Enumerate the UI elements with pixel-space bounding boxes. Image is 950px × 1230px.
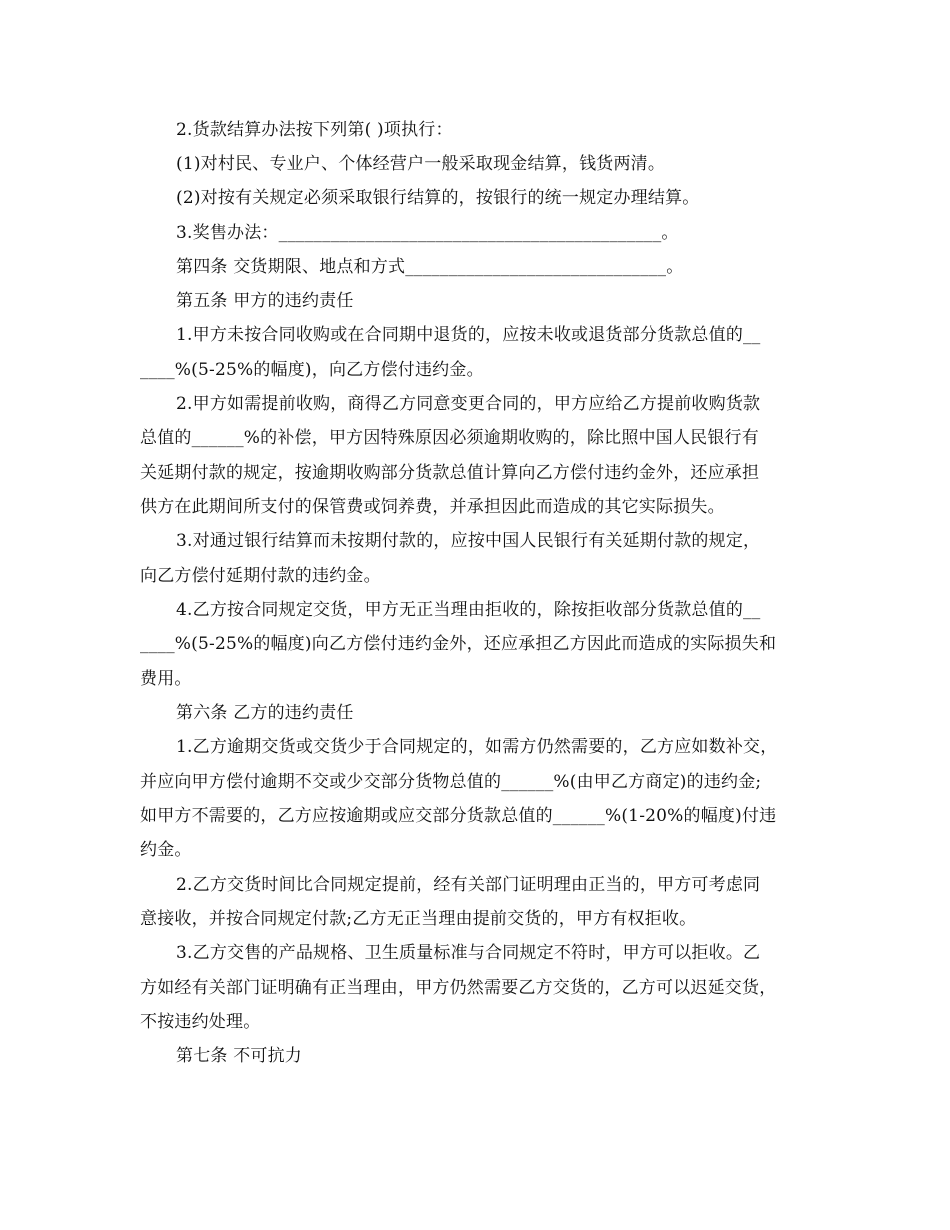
- text-line: 约金。: [140, 840, 192, 860]
- text-line: 方如经有关部门证明确有正当理由，甲方仍然需要乙方交货的，乙方可以迟延交货，: [140, 978, 777, 998]
- text-line: 费用。: [140, 669, 192, 689]
- text-line: 4.乙方按合同规定交货，甲方无正当理由拒收的，除按拒收部分货款总值的__: [176, 600, 761, 620]
- text-line: 2.货款结算办法按下列第( )项执行：: [176, 120, 453, 140]
- text-line: 3.对通过银行结算而未按期付款的，应按中国人民银行有关延期付款的规定，: [176, 531, 761, 551]
- text-line: 关延期付款的规定，按逾期收购部分货款总值计算向乙方偿付违约金外，还应承担: [140, 463, 760, 483]
- text-line: 向乙方偿付延期付款的违约金。: [140, 566, 381, 586]
- section-heading: 第七条 不可抗力: [176, 1046, 303, 1066]
- section-heading: 第五条 甲方的违约责任: [176, 291, 354, 311]
- section-heading: 第六条 乙方的违约责任: [176, 703, 354, 723]
- text-line: 3.乙方交售的产品规格、卫生质量标准与合同规定不符时，甲方可以拒收。乙: [176, 943, 761, 963]
- text-line: 2.乙方交货时间比合同规定提前，经有关部门证明理由正当的，甲方可考虑同: [176, 875, 761, 895]
- text-line: ____%(5-25%的幅度)向乙方偿付违约金外，还应承担乙方因此而造成的实际损失和: [140, 634, 777, 654]
- text-line: 1.乙方逾期交货或交货少于合同规定的，如需方仍然需要的，乙方应如数补交，: [176, 737, 778, 757]
- text-line: 不按违约处理。: [140, 1012, 261, 1032]
- text-line: 1.甲方未按合同收购或在合同期中退货的，应按未收或退货部分货款总值的__: [176, 325, 761, 345]
- text-line: 3.奖售办法：____________________________________________。: [176, 223, 679, 243]
- section-heading: 第四条 交货期限、地点和方式______________________________。: [176, 257, 684, 277]
- text-line: 总值的______%的补偿，甲方因特殊原因必须逾期收购的，除比照中国人民银行有: [140, 428, 759, 448]
- text-line: (2)对按有关规定必须采取银行结算的，按银行的统一规定办理结算。: [176, 188, 700, 208]
- text-line: 意接收，并按合同规定付款;乙方无正当理由提前交货的，甲方有权拒收。: [140, 909, 697, 929]
- text-line: ____%(5-25%的幅度)，向乙方偿付违约金。: [140, 360, 484, 380]
- text-line: 如甲方不需要的，乙方应按逾期或应交部分货款总值的______%(1-20%的幅度)付违: [140, 806, 777, 826]
- text-line: (1)对村民、专业户、个体经营户一般采取现金结算，钱货两清。: [176, 154, 666, 174]
- text-line: 2.甲方如需提前收购，商得乙方同意变更合同的，甲方应给乙方提前收购货款: [176, 394, 761, 414]
- text-line: 并应向甲方偿付逾期不交或少交部分货物总值的______%(由甲乙方商定)的违约金;: [140, 772, 762, 792]
- text-line: 供方在此期间所支付的保管费或饲养费，并承担因此而造成的其它实际损失。: [140, 497, 725, 517]
